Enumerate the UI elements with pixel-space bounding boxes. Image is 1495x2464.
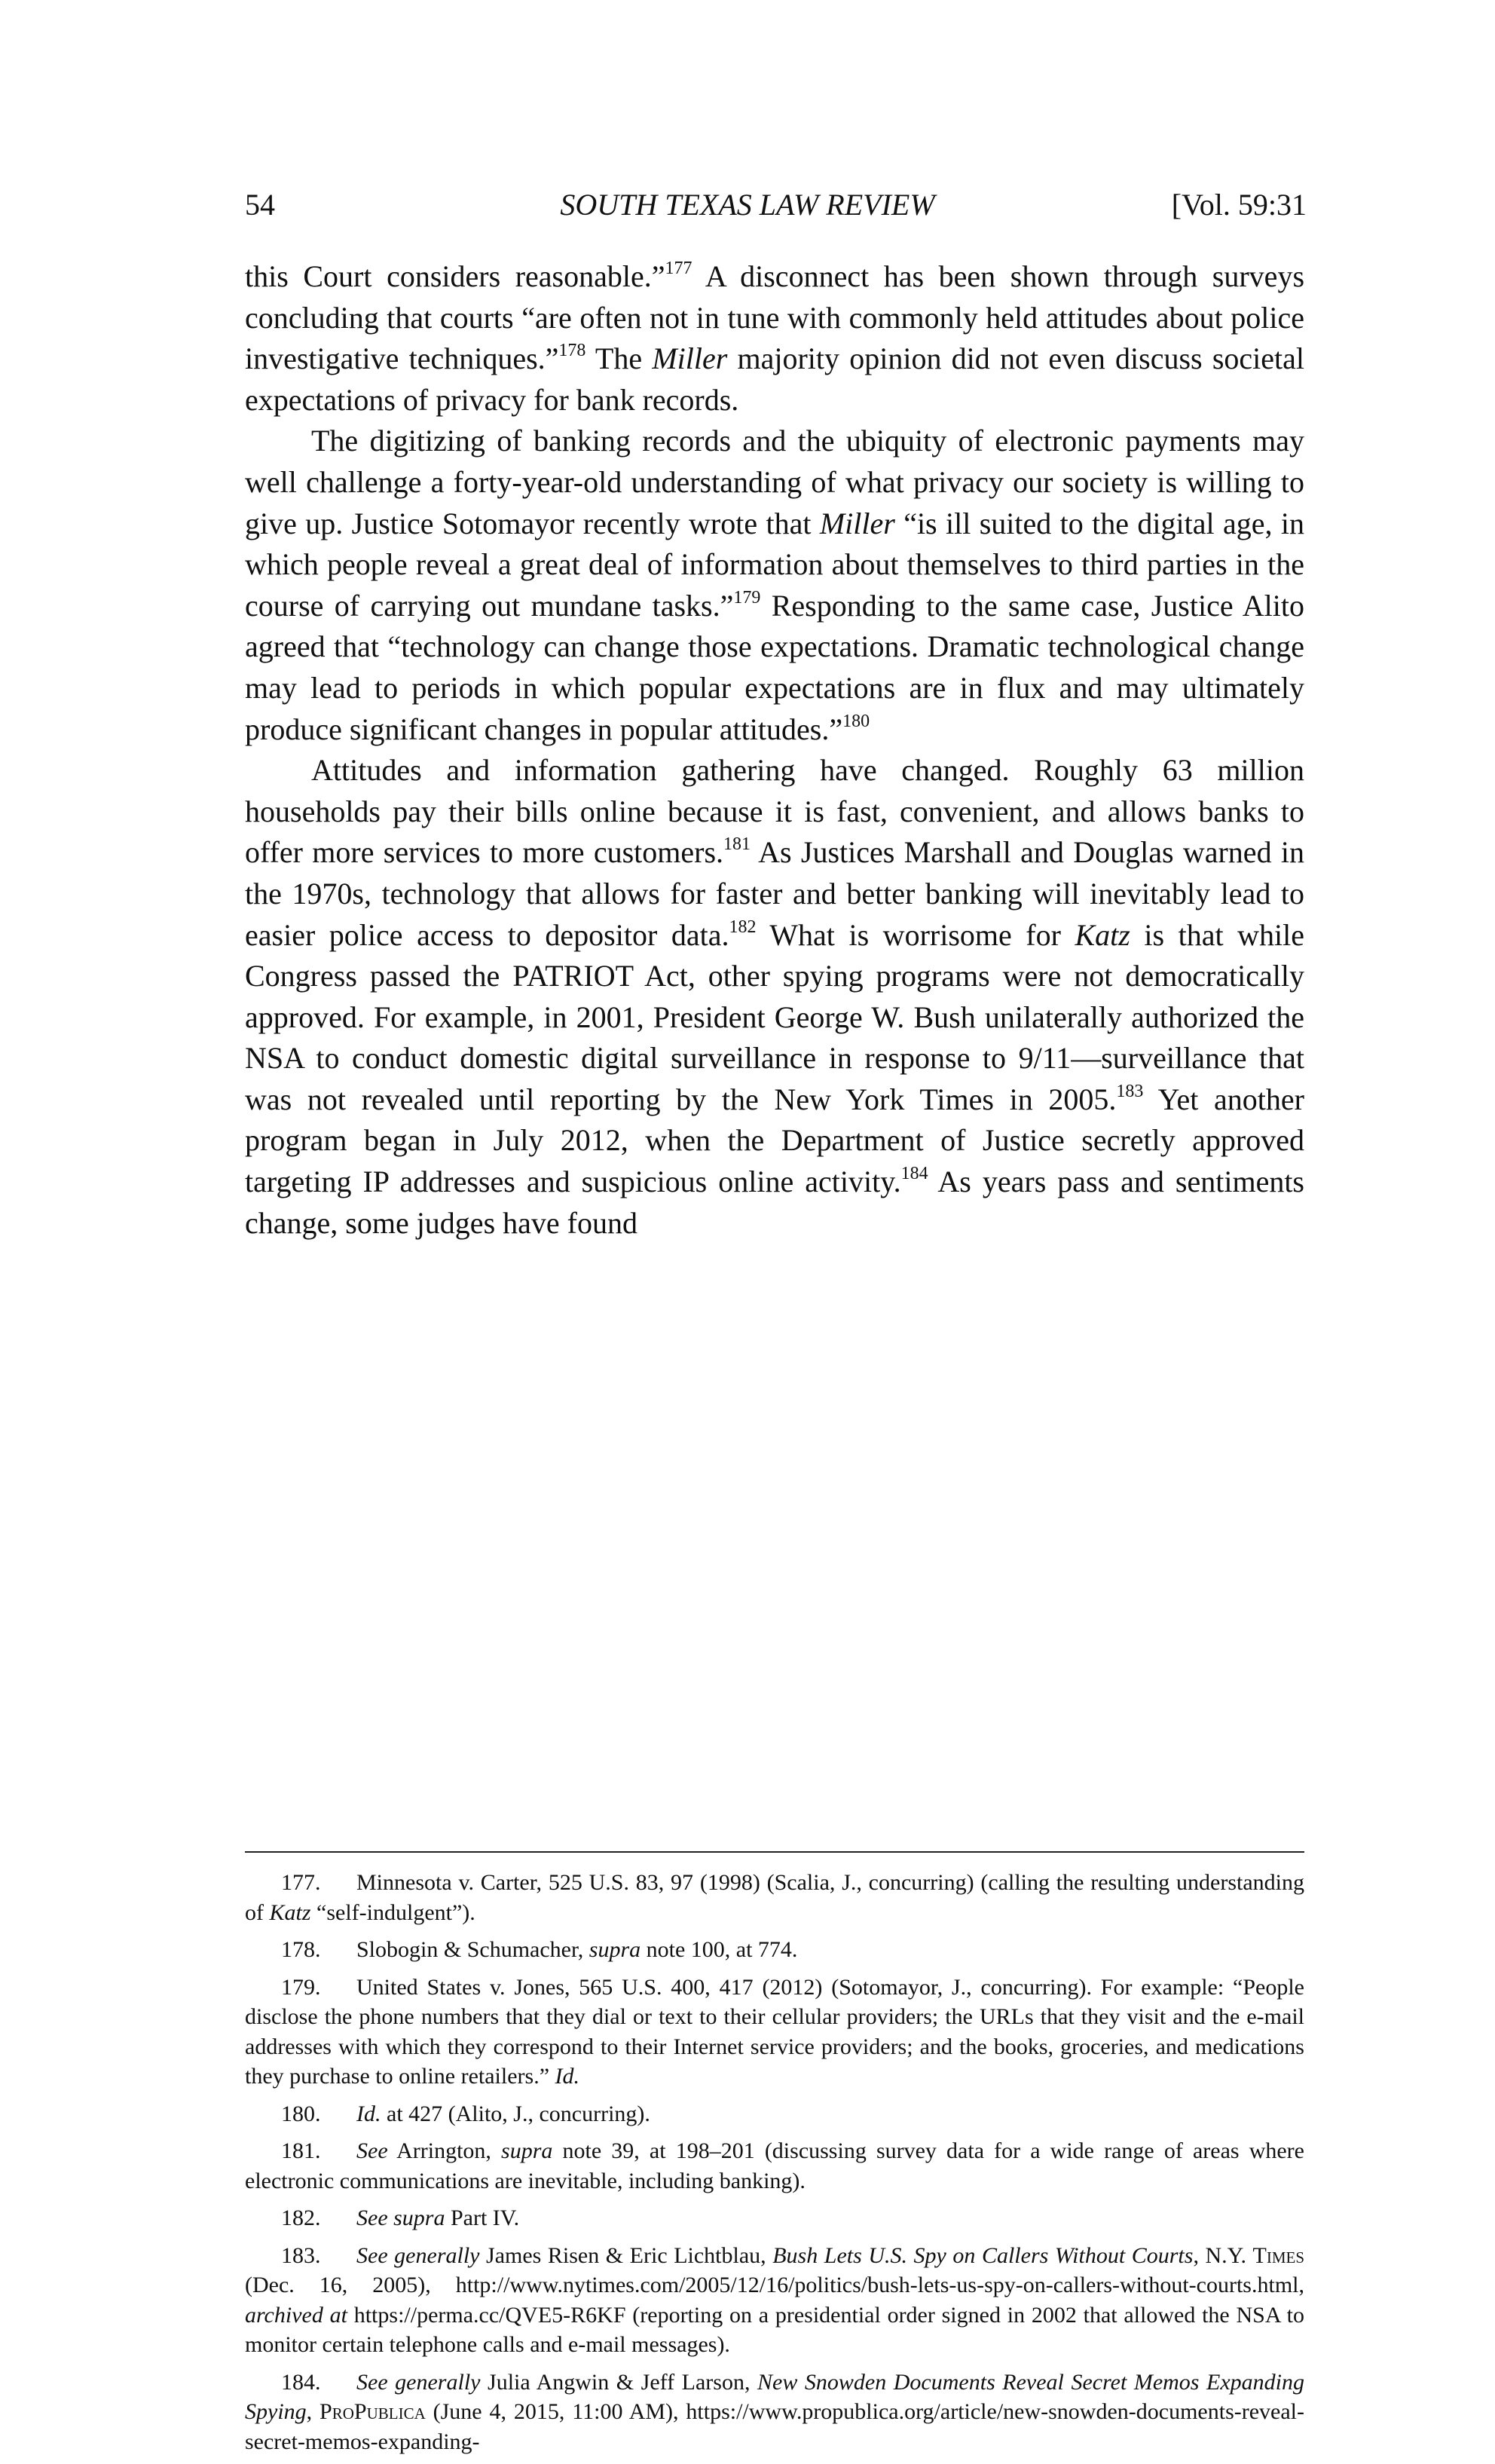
footnote-179: 179. United States v. Jones, 565 U.S. 400, 417 (2012) (Sotomayor, J., concurring). For example: “People disclose the phone numbers that they dial or text to their cellular providers; the URLs that they visit and the e-mail addresses with which they correspond to their Internet service providers; and the books, groceries, and medications they purchase to online retailers.” Id. <box>245 1974 1304 2089</box>
footnote-divider <box>245 1851 1304 1853</box>
footnote-181: 181. See Arrington, supra note 39, at 198–201 (discussing survey data for a wide range of areas where electronic communications are inevitable, including banking). <box>245 2138 1304 2193</box>
footnote-183: 183. See generally James Risen & Eric Lichtblau, Bush Lets U.S. Spy on Callers Without Courts, N.Y. Times (Dec. 16, 2005), http://www.nytimes.com/2005/12/16/politics/bush-lets-us-spy-on-callers-without-courts.html, archived at https://perma.cc/QVE5-R6KF (reporting on a presidential order signed in 2002 that allowed the NSA to monitor certain telephone calls and e-mail messages). <box>245 2242 1305 2357</box>
footnote-178: 178. Slobogin & Schumacher, supra note 100, at 774. <box>281 1937 798 1962</box>
footnote-ref-177[interactable]: 177 <box>665 259 692 278</box>
footnote-ref-181[interactable]: 181 <box>723 834 751 855</box>
footnote-ref-178[interactable]: 178 <box>558 341 586 361</box>
footnote-ref-182[interactable]: 182 <box>729 917 757 937</box>
footnote-180: 180. Id. at 427 (Alito, J., concurring). <box>281 2101 650 2126</box>
footnote-182: 182. See supra Part IV. <box>281 2205 520 2230</box>
footnote-ref-183[interactable]: 183 <box>1116 1081 1144 1101</box>
paragraph-2: The digitizing of banking records and the ubiquity of electronic payments may well challenge a forty-year-old understanding of what privacy our society is willing to give up. Justice Sotomayor recently wrote that Miller “is ill suited to the digital age, in which people reveal a great deal of information about themselves to third parties in the course of carrying out mundane tasks.”$^{179}$ Responding to the same case, Justice Alito agreed that “technology can change those expectations. Dramatic technological change may lead to periods in which popular expectations are in flux and may ultimately produce significant changes in popular attitudes.”$^{180}$ <box>245 424 1304 746</box>
footnotes <box>245 1868 1304 2464</box>
page-number: 54 <box>245 188 275 222</box>
footnote-ref-184[interactable]: 184 <box>900 1164 928 1184</box>
journal-title: SOUTH TEXAS LAW REVIEW <box>560 188 935 222</box>
footnote-ref-179[interactable]: 179 <box>733 587 761 608</box>
paragraph-3: Attitudes and information gathering have changed. Roughly 63 million households pay their bills online because it is fast, convenient, and allows banks to offer more services to more customers.$^{181}$ As Justices Marshall and Douglas warned in the 1970s, technology that allows for faster and better banking will inevitably lead to easier police access to depositor data.$^{182}$ What is worrisome for Katz is that while Congress passed the PATRIOT Act, other spying programs were not democratically approved. For example, in 2001, President George W. Bush unilaterally authorized the NSA to conduct domestic digital surveillance in response to 9/11—surveillance that was not revealed until reporting by the New York Times in 2005.$^{183}$ Yet another program began in July 2012, when the Department of Justice secretly approved targeting IP addresses and suspicious online activity.$^{184}$ As years pass and sentiments change, some judges have found <box>245 753 1305 1240</box>
footnote-184: 184. See generally Julia Angwin & Jeff Larson, New Snowden Documents Reveal Secret Memos Expanding Spying, ProPublica (June 4, 2015, 11:00 AM), https://www.propublica.org/article/new-snowden-documents-reveal-secret-memos-expanding- <box>245 2369 1305 2454</box>
footnote-ref-180[interactable]: 180 <box>842 711 870 731</box>
running-header <box>0 187 1495 240</box>
footnote-177: 177. Minnesota v. Carter, 525 U.S. 83, 97 (1998) (Scalia, J., concurring) (calling the resulting understanding of Katz “self-indulgent”). <box>245 1870 1304 1925</box>
main-text <box>245 256 1304 1244</box>
volume-citation: [Vol. 59:31 <box>1171 188 1307 222</box>
paragraph-1: this Court considers reasonable.”$^{177}$ A disconnect has been shown through surveys concluding that courts “are often not in tune with commonly held attitudes about police investigative techniques.”$^{178}$ The Miller majority opinion did not even discuss societal expectations of privacy for bank records. <box>245 259 1305 417</box>
